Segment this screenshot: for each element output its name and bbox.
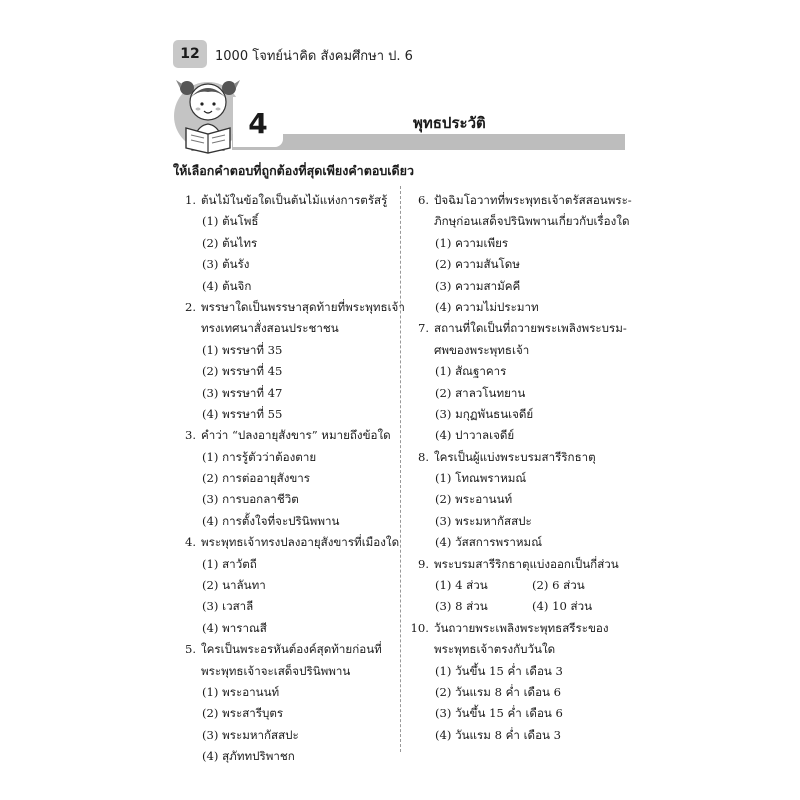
answer-option-label: (1) วันขึ้น 15 ค่ำ เดือน 3 — [435, 663, 563, 678]
question-item — [172, 297, 405, 425]
answer-option[interactable] — [172, 618, 397, 639]
question-item — [172, 425, 397, 532]
answer-option-label: (4) การตั้งใจที่จะปรินิพพาน — [202, 513, 340, 528]
answer-option-label: (2) วันแรม 8 ค่ำ เดือน 6 — [435, 684, 562, 699]
question-number: 8. — [417, 449, 429, 464]
answer-option[interactable] — [172, 703, 397, 724]
question-text: พระพุทธเจ้าตรงกับวันใด — [434, 642, 556, 657]
answer-option[interactable] — [172, 596, 397, 617]
question-line — [405, 447, 630, 468]
answer-option[interactable] — [405, 725, 630, 746]
answer-option-label: (3) เวสาลี — [202, 599, 254, 614]
answer-option[interactable] — [405, 361, 630, 382]
question-number: 3. — [184, 428, 196, 443]
answer-option-label: (1) พระอานนท์ — [202, 684, 280, 699]
book-title: 1000 โจทย์น่าคิด สังคมศึกษา ป. 6 — [215, 49, 413, 64]
answer-option[interactable] — [405, 404, 630, 425]
answer-option-label: (3) พระมหากัสสปะ — [435, 513, 532, 528]
answer-option-label: (1) สาวัตถี — [202, 556, 257, 571]
question-number: 10. — [410, 620, 429, 635]
chapter-title: พุทธประวัติ — [413, 114, 486, 132]
answer-option[interactable] — [405, 682, 630, 703]
question-line — [405, 639, 630, 660]
question-text: พระพุทธเจ้าทรงปลงอายุสังขารที่เมืองใด — [201, 535, 400, 550]
question-text: ปัจฉิมโอวาทที่พระพุทธเจ้าตรัสสอนพระ- — [434, 193, 632, 207]
question-item — [405, 318, 630, 446]
column-divider — [400, 186, 401, 752]
question-line — [172, 190, 397, 211]
question-number: 9. — [417, 556, 429, 571]
question-text: ทรงเทศนาสั่งสอนประชาชน — [201, 321, 339, 336]
question-line — [172, 532, 400, 553]
answer-option[interactable] — [172, 276, 397, 297]
answer-option-label: (1) การรู้ตัวว่าต้องตาย — [202, 449, 317, 464]
answer-option-label: (4) ต้นจิก — [202, 278, 252, 293]
answer-option-label: (3) ความสามัคคี — [435, 278, 521, 293]
answer-option[interactable] — [172, 554, 397, 575]
question-line — [172, 639, 397, 660]
answer-option-label: (3) พรรษาที่ 47 — [202, 385, 283, 400]
answer-option-label: (3) พระมหากัสสปะ — [202, 727, 299, 742]
question-line — [405, 554, 630, 575]
question-text: ใครเป็นพระอรหันต์องค์สุดท้ายก่อนที่ — [201, 642, 382, 657]
answer-option-label: (4) สุภัททปริพาชก — [202, 749, 295, 764]
answer-option[interactable] — [172, 404, 397, 425]
question-text: ต้นไม้ในข้อใดเป็นต้นไม้แห่งการตรัสรู้ — [201, 193, 388, 207]
answer-option[interactable] — [405, 489, 630, 510]
answer-option-label: (2) นาลันทา — [202, 578, 266, 593]
question-text: พระบรมสารีริกธาตุแบ่งออกเป็นกี่ส่วน — [434, 556, 619, 571]
answer-option[interactable] — [405, 661, 630, 682]
answer-option[interactable] — [405, 511, 630, 532]
question-number: 7. — [417, 321, 429, 336]
answer-option[interactable]: (2) 6 ส่วน — [532, 578, 585, 593]
answer-option-label: (1) ความเพียร — [435, 235, 509, 250]
question-line — [172, 297, 405, 318]
answer-option-label: (3) ต้นรัง — [202, 257, 250, 272]
question-number: 4. — [184, 535, 196, 550]
answer-option[interactable] — [172, 575, 397, 596]
answer-option[interactable]: (3) 8 ส่วน — [435, 599, 488, 614]
answer-option[interactable] — [172, 725, 397, 746]
answer-option-row — [405, 596, 630, 617]
chapter-banner — [232, 134, 625, 150]
question-line — [405, 318, 630, 339]
answer-option[interactable] — [172, 254, 397, 275]
answer-option-label: (1) โทณพราหมณ์ — [435, 471, 527, 486]
question-item — [405, 618, 630, 746]
answer-option-label: (2) พระอานนท์ — [435, 492, 513, 507]
answer-option[interactable] — [405, 233, 630, 254]
question-line — [172, 661, 397, 682]
answer-option-label: (2) พรรษาที่ 45 — [202, 364, 283, 379]
answer-option-label: (1) สัณฐาคาร — [435, 364, 507, 379]
answer-option[interactable]: (1) 4 ส่วน — [435, 578, 488, 593]
instruction-text: ให้เลือกคำตอบที่ถูกต้องที่สุดเพียงคำตอบเดียว — [173, 163, 414, 178]
answer-option-label: (2) สาลวโนทยาน — [435, 385, 526, 400]
question-item — [405, 190, 630, 318]
question-line — [172, 425, 397, 446]
question-item — [405, 554, 630, 618]
answer-option[interactable] — [172, 383, 397, 404]
question-number: 5. — [184, 642, 196, 657]
question-text: ศพของพระพุทธเจ้า — [434, 342, 530, 357]
answer-option[interactable] — [405, 383, 630, 404]
answer-option[interactable] — [405, 703, 630, 724]
question-line — [405, 190, 630, 211]
answer-option-label: (2) ความสันโดษ — [435, 257, 520, 272]
question-number: 6. — [417, 193, 429, 207]
answer-option[interactable] — [405, 254, 630, 275]
question-text: วันถวายพระเพลิงพระพุทธสรีระของ — [434, 620, 609, 635]
question-number: 2. — [184, 299, 196, 314]
question-column-left — [172, 190, 405, 768]
answer-option[interactable] — [405, 297, 630, 318]
question-line — [405, 618, 630, 639]
answer-option-label: (4) พาราณสี — [202, 620, 267, 635]
answer-option[interactable] — [172, 361, 397, 382]
answer-option[interactable]: (4) 10 ส่วน — [532, 599, 593, 614]
question-line — [172, 318, 397, 339]
answer-option[interactable] — [405, 425, 630, 446]
answer-option[interactable] — [405, 532, 630, 553]
answer-option-label: (1) พรรษาที่ 35 — [202, 342, 283, 357]
answer-option[interactable] — [172, 489, 397, 510]
answer-option-label: (2) การต่ออายุสังขาร — [202, 471, 311, 486]
answer-option-label: (4) ความไม่ประมาท — [435, 299, 539, 314]
answer-option[interactable] — [172, 682, 397, 703]
chapter-number: 4 — [248, 106, 268, 140]
answer-option[interactable] — [172, 447, 397, 468]
question-item — [172, 639, 397, 767]
answer-option[interactable] — [405, 276, 630, 297]
question-number: 1. — [184, 193, 196, 207]
answer-option[interactable] — [172, 468, 397, 489]
question-text: ใครเป็นผู้แบ่งพระบรมสารีริกธาตุ — [434, 449, 596, 464]
question-item — [172, 190, 397, 297]
answer-option[interactable] — [405, 468, 630, 489]
answer-option-label: (2) ต้นไทร — [202, 235, 258, 250]
question-text: พรรษาใดเป็นพรรษาสุดท้ายที่พระพุทธเจ้า — [201, 299, 405, 314]
question-text: คำว่า “ปลงอายุสังขาร” หมายถึงข้อใด — [201, 428, 391, 443]
answer-option-label: (4) พรรษาที่ 55 — [202, 406, 283, 421]
answer-option-label: (1) ต้นโพธิ์ — [202, 214, 259, 229]
answer-option-row — [405, 575, 630, 596]
answer-option-label: (4) ปาวาลเจดีย์ — [435, 428, 515, 443]
answer-option[interactable] — [172, 746, 397, 767]
answer-option-label: (4) วันแรม 8 ค่ำ เดือน 3 — [435, 727, 562, 742]
question-text: สถานที่ใดเป็นที่ถวายพระเพลิงพระบรม- — [434, 321, 627, 336]
question-line — [405, 211, 630, 232]
answer-option-label: (3) มกุฏพันธนเจดีย์ — [435, 406, 534, 421]
question-text: พระพุทธเจ้าจะเสด็จปรินิพพาน — [201, 663, 351, 678]
answer-option-label: (3) วันขึ้น 15 ค่ำ เดือน 6 — [435, 706, 563, 721]
answer-option-label: (3) การบอกลาชีวิต — [202, 492, 299, 507]
question-line — [405, 340, 630, 361]
answer-option-label: (2) พระสารีบุตร — [202, 706, 284, 721]
answer-option[interactable] — [172, 211, 397, 232]
answer-option[interactable] — [172, 340, 397, 361]
question-column-right — [405, 190, 630, 746]
answer-option-label: (4) วัสสการพราหมณ์ — [435, 535, 542, 550]
answer-option[interactable] — [172, 511, 397, 532]
question-text: ภิกษุก่อนเสด็จปรินิพพานเกี่ยวกับเรื่องใด — [434, 214, 630, 229]
page-number: 12 — [173, 40, 207, 68]
question-item — [405, 447, 630, 554]
answer-option[interactable] — [172, 233, 397, 254]
question-item — [172, 532, 400, 639]
